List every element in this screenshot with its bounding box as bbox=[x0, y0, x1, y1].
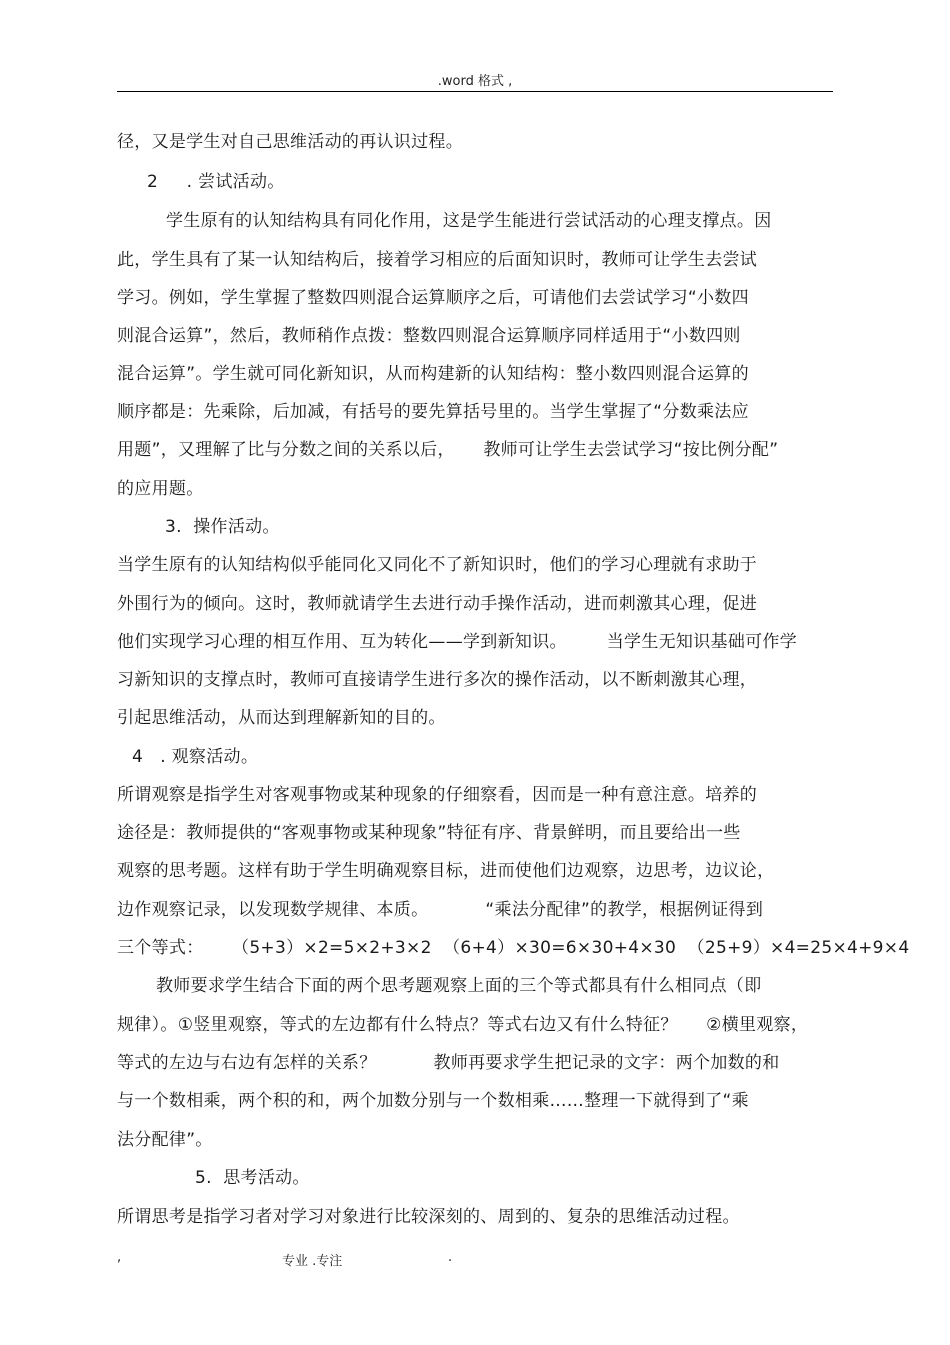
text-line: 他们实现学习心理的相互作用、互为转化——学到新知识。 当学生无知识基础可作学 bbox=[117, 632, 798, 652]
text-line: 等式的左边与右边有怎样的关系？ 教师再要求学生把记录的文字：两个加数的和 bbox=[117, 1053, 780, 1073]
text-line: 三个等式： （5+3）×2=5×2+3×2 （6+4）×30=6×30+4×30 （25+9）×4=25×4+9×4 bbox=[117, 938, 910, 958]
header-divider bbox=[117, 91, 833, 92]
text-line: 此，学生具有了某一认知结构后，接着学习相应的后面知识时，教师可让学生去尝试 bbox=[117, 250, 758, 270]
text-line: 所谓思考是指学习者对学习对象进行比较深刻的、周到的、复杂的思维活动过程。 bbox=[117, 1207, 740, 1227]
text-line: 则混合运算”，然后，教师稍作点拨：整数四则混合运算顺序同样适用于“小数四则 bbox=[117, 326, 741, 346]
page-footer: 专业 .专注 bbox=[282, 1254, 343, 1269]
footer-right-mark: . bbox=[448, 1250, 453, 1265]
text-line: 与一个数相乘，两个积的和，两个加数分别与一个数相乘……整理一下就得到了“乘 bbox=[117, 1091, 749, 1111]
text-line: 外围行为的倾向。这时，教师就请学生去进行动手操作活动，进而刺激其心理，促进 bbox=[117, 594, 758, 614]
text-line: 观察的思考题。这样有助于学生明确观察目标，进而使他们边观察，边思考，边议论， bbox=[117, 861, 775, 881]
footer-left-mark: , bbox=[117, 1250, 122, 1265]
text-line: 习新知识的支撑点时，教师可直接请学生进行多次的操作活动，以不断刺激其心理， bbox=[117, 670, 758, 690]
text-line: 学生原有的认知结构具有同化作用，这是学生能进行尝试活动的心理支撑点。因 bbox=[166, 211, 772, 231]
text-line: 2 . 尝试活动。 bbox=[147, 172, 285, 192]
text-line: 当学生原有的认知结构似乎能同化又同化不了新知识时，他们的学习心理就有求助于 bbox=[117, 555, 758, 575]
text-line: 教师要求学生结合下面的两个思考题观察上面的三个等式都具有什么相同点（即 bbox=[156, 976, 762, 996]
text-line: 顺序都是：先乘除，后加减，有括号的要先算括号里的。当学生掌握了“分数乘法应 bbox=[117, 402, 749, 422]
text-line: 边作观察记录，以发现数学规律、本质。 “乘法分配律”的教学，根据例证得到 bbox=[117, 900, 764, 920]
text-line: 径，又是学生对自己思维活动的再认识过程。 bbox=[117, 132, 463, 152]
text-line: 所谓观察是指学生对客观事物或某种现象的仔细察看，因而是一种有意注意。培养的 bbox=[117, 785, 758, 805]
text-line: 规律）。①竖里观察，等式的左边都有什么特点？等式右边又有什么特征？ ②横里观察， bbox=[117, 1015, 809, 1035]
text-line: 4 . 观察活动。 bbox=[132, 747, 259, 767]
text-line: 学习。例如，学生掌握了整数四则混合运算顺序之后，可请他们去尝试学习“小数四 bbox=[117, 288, 749, 308]
text-line: 法分配律”。 bbox=[117, 1130, 213, 1150]
page-header: .word 格式 , bbox=[437, 74, 513, 89]
text-line: 混合运算”。学生就可同化新知识，从而构建新的认知结构：整小数四则混合运算的 bbox=[117, 364, 749, 384]
text-line: 3. 操作活动。 bbox=[165, 517, 280, 537]
text-line: 的应用题。 bbox=[117, 479, 204, 499]
text-line: 引起思维活动，从而达到理解新知的目的。 bbox=[117, 708, 446, 728]
text-line: 途径是：教师提供的“客观事物或某种现象”特征有序、背景鲜明，而且要给出一些 bbox=[117, 823, 741, 843]
text-line: 5. 思考活动。 bbox=[195, 1168, 310, 1188]
text-line: 用题”，又理解了比与分数之间的关系以后， 教师可让学生去尝试学习“按比例分配” bbox=[117, 440, 779, 460]
